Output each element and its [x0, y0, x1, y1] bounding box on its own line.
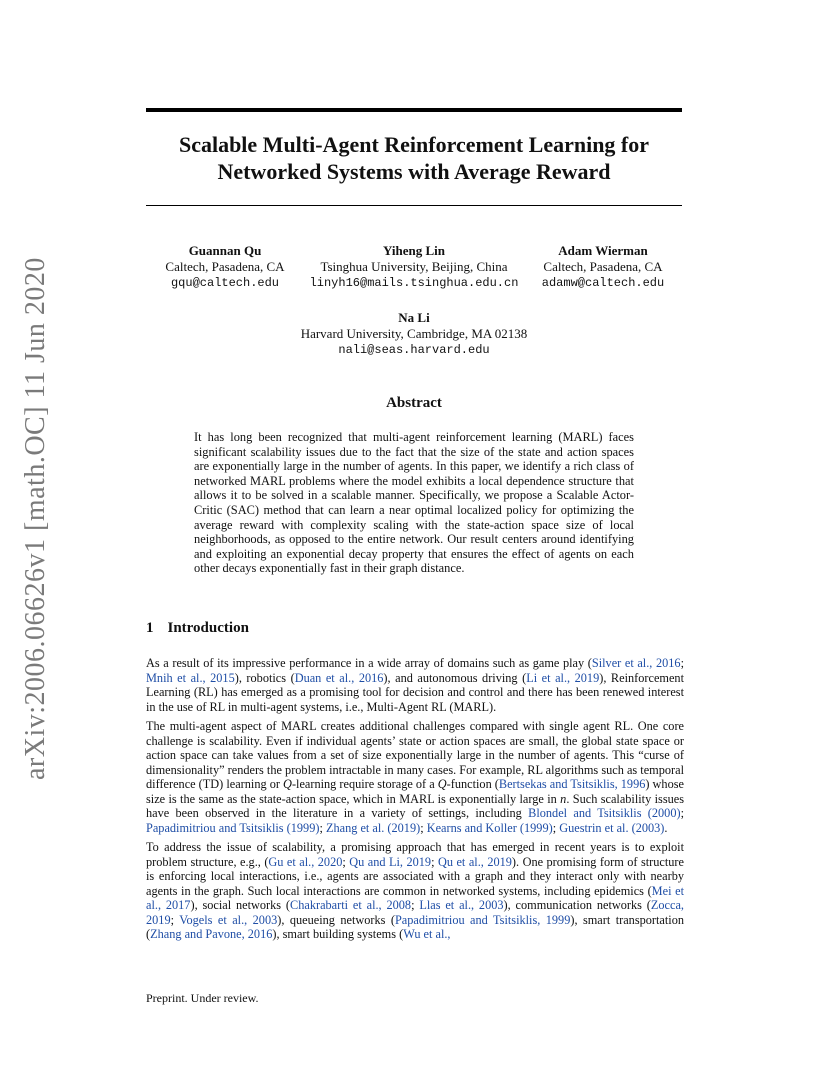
citation-link[interactable]: Silver et al., 2016 — [591, 656, 681, 670]
text-run: ). One promising form of structure is enforcing local interactions, i.e., agents are associated with a graph and they interact only with nearby agents in the graph. Such local interactions are common in networked systems, including epidemics ( — [146, 854, 684, 898]
citation-link[interactable]: Zhang et al. (2019) — [325, 820, 421, 835]
text-run: As a result of its impressive performance in a wide array of domains such as game play ( — [146, 656, 592, 670]
paper-title — [146, 131, 682, 185]
citation-link[interactable]: Qu and Li, 2019 — [349, 854, 432, 869]
text-run: ; — [680, 806, 684, 820]
paragraph — [146, 656, 684, 714]
author-affiliation: Caltech, Pasadena, CA — [165, 259, 285, 274]
author-name: Adam Wierman — [558, 243, 648, 258]
author-name: Guannan Qu — [188, 243, 262, 258]
author-block — [150, 243, 300, 291]
section-number: 1 — [146, 620, 154, 636]
text-run: ; — [420, 820, 427, 835]
abstract-text: It has long been recognized that multi-agent reinforcement learning (MARL) faces significant scalability issues due to the fact that the size of the state and action spaces are exponentially large in the number of agents. In this paper, we identify a rich class of networked MARL problems where the model exhibits a local dependence structure that allows it to be solved in a scalable manner. Specifically, we propose a Scalable Actor-Critic (SAC) method that can learn a near optimal localized policy for optimizing the average reward with complexity scaling with the state-action space size of local neighborhoods, as opposed to the entire network. Our result centers around identifying and exploiting an exponential decay property that ensures the effect of agents on each other decays exponentially fast in their graph distance. — [194, 430, 634, 576]
author-block — [264, 310, 564, 358]
citation-link[interactable]: Gu et al., 2020 — [268, 854, 343, 869]
text-run: ; — [680, 656, 684, 670]
text-run: To address the issue of scalability, a promising approach that has emerged in recent years is to exploit problem structure, e.g., ( — [146, 840, 684, 869]
citation-link[interactable]: Kearns and Koller (1999) — [426, 820, 553, 835]
citation-link[interactable]: Wu et al., — [403, 927, 451, 941]
text-run: ) whose size is the same as the state-action space, which in MARL is exponentially large in — [146, 777, 684, 806]
section-title: Introduction — [167, 620, 249, 636]
author-email[interactable]: nali@seas.harvard.edu — [338, 343, 490, 357]
math-symbol: n — [560, 791, 567, 806]
author-email[interactable]: linyh16@mails.tsinghua.edu.cn — [309, 276, 519, 290]
math-symbol: Q — [437, 777, 447, 791]
text-run: ; — [552, 820, 560, 835]
citation-link[interactable]: Bertsekas and Tsitsiklis, 1996 — [498, 777, 646, 791]
text-run: ), social networks ( — [190, 898, 291, 912]
author-email[interactable]: adamw@caltech.edu — [541, 276, 665, 290]
citation-link[interactable]: Llas et al., 2003 — [419, 898, 504, 912]
text-run: ; — [431, 854, 438, 869]
author-block — [528, 243, 678, 291]
math-symbol: Q — [283, 777, 292, 791]
text-run: ), robotics ( — [234, 670, 295, 685]
author-affiliation: Caltech, Pasadena, CA — [543, 259, 663, 274]
introduction-body — [146, 656, 684, 947]
text-run: ), smart transportation ( — [146, 912, 684, 941]
citation-link[interactable]: Li et al., 2019 — [526, 670, 600, 685]
text-run: ; — [319, 820, 326, 835]
title-line-2: Networked Systems with Average Reward — [217, 159, 611, 184]
section-heading — [146, 620, 249, 637]
citation-link[interactable]: Duan et al., 2016 — [294, 670, 384, 685]
text-run: -function ( — [446, 777, 499, 791]
citation-link[interactable]: Blondel and Tsitsiklis (2000) — [528, 806, 681, 820]
text-run: . Such scalability issues have been observed in the literature in a variety of settings, including — [146, 791, 684, 820]
citation-link[interactable]: Vogels et al., 2003 — [179, 912, 278, 927]
footer-note: Preprint. Under review. — [146, 991, 259, 1005]
text-run: ; — [170, 912, 180, 927]
title-line-1: Scalable Multi-Agent Reinforcement Learning for — [178, 132, 650, 157]
citation-link[interactable]: Zocca, 2019 — [146, 898, 684, 927]
text-run: ; — [342, 854, 350, 869]
citation-link[interactable]: Mei et al., 2017 — [146, 883, 684, 912]
title-bottom-rule — [146, 205, 682, 206]
citation-link[interactable]: Qu et al., 2019 — [437, 854, 512, 869]
citation-link[interactable]: Papadimitriou and Tsitsiklis, 1999 — [394, 912, 571, 927]
text-run: -learning require storage of a — [291, 777, 438, 791]
citation-link[interactable]: Guestrin et al. (2003) — [559, 820, 665, 835]
author-affiliation: Harvard University, Cambridge, MA 02138 — [300, 326, 528, 341]
author-name: Na Li — [398, 310, 430, 325]
author-email[interactable]: gqu@caltech.edu — [170, 276, 280, 290]
author-affiliation: Tsinghua University, Beijing, China — [320, 259, 508, 274]
text-run: ), and autonomous driving ( — [383, 670, 527, 685]
arxiv-stamp[interactable]: arXiv:2006.06626v1 [math.OC] 11 Jun 2020 — [20, 257, 51, 780]
abstract-heading: Abstract — [386, 395, 442, 411]
text-run: ; — [411, 898, 420, 912]
text-run: The multi-agent aspect of MARL creates additional challenges compared with single agent RL. One core challenge is scalability. Even if individual agents’ state or action spaces are small, the global state space or action space can take values from a set of size exponentially large in the number of agents. This “curse of dimensionality” renders the problem intractable in many cases. For example, RL algorithms such as temporal difference (TD) learning or — [146, 719, 684, 791]
text-run: ), Reinforcement Learning (RL) has emerged as a promising tool for decision and control and there has been renewed interest in the use of RL in multi-agent systems, i.e., Multi-Agent RL (MARL). — [146, 670, 684, 714]
paragraph — [146, 840, 684, 942]
text-run: ), communication networks ( — [503, 898, 651, 912]
author-block — [300, 243, 528, 291]
citation-link[interactable]: Papadimitriou and Tsitsiklis (1999) — [146, 820, 320, 835]
text-run: ), queueing networks ( — [277, 912, 395, 927]
author-name: Yiheng Lin — [382, 243, 445, 258]
text-run: ), smart building systems ( — [272, 927, 404, 941]
citation-link[interactable]: Mnih et al., 2015 — [146, 670, 235, 685]
paragraph — [146, 719, 684, 835]
citation-link[interactable]: Chakrabarti et al., 2008 — [290, 898, 412, 912]
title-top-rule — [146, 108, 682, 112]
citation-link[interactable]: Zhang and Pavone, 2016 — [150, 927, 273, 941]
text-run: . — [664, 820, 668, 835]
